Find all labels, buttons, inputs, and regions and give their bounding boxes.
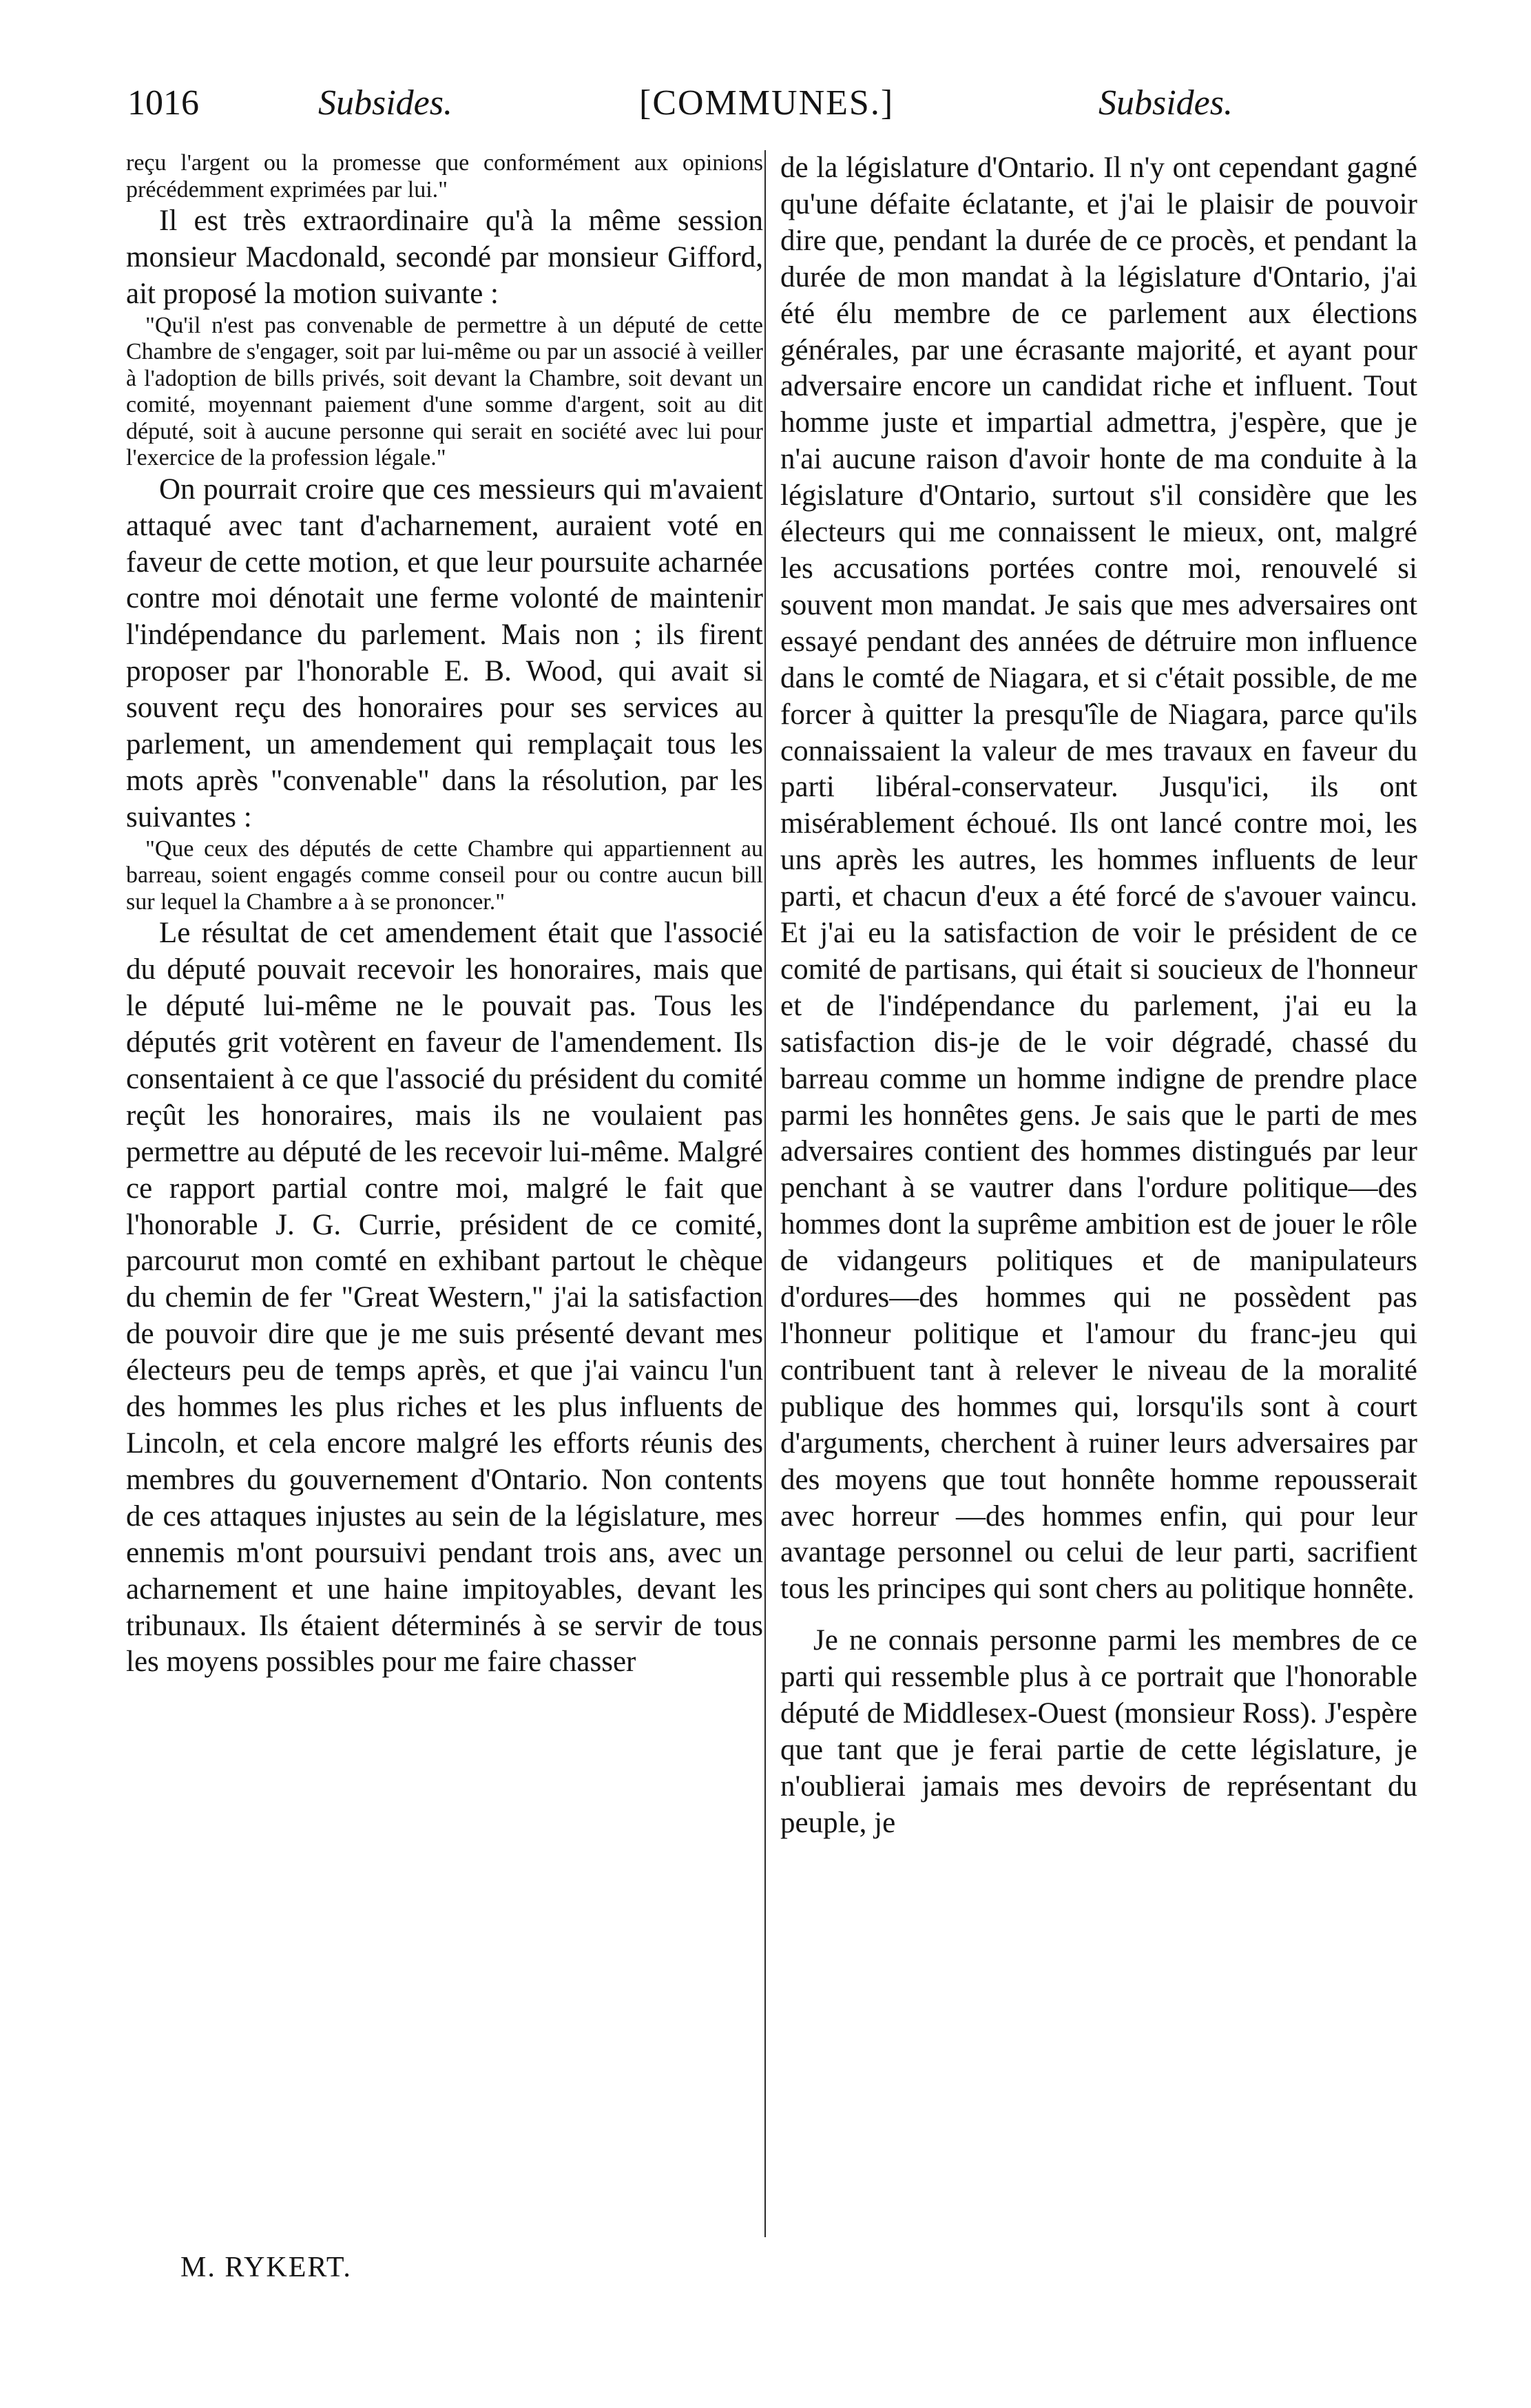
paragraph: de la législature d'Ontario. Il n'y ont cependant gagné qu'une défaite éclatante, et j'ai le plaisir de pouvoir dire que, pendant la durée de ce procès, et pendant la durée de mon mandat à la législature d'Ontario, j'ai été élu membre de ce parlement aux élections générales, par une écrasante majorité, et ayant pour adversaire encore un candidat riche et influent. Tout homme juste et impartial admettra, j'espère, que je n'ai aucune raison d'avoir honte de ma conduite à la législature d'Ontario, surtout s'il considère que les électeurs qui me connaissent le mieux, ont, malgré les accusations portées contre moi, renouvelé si souvent mon mandat. Je sais que mes adversaires ont essayé pendant des années de détruire mon influence dans le comté de Niagara, et si c'était possible, de me forcer à quitter la presqu'île de Niagara, parce qu'ils connaissaient la valeur de mes travaux en faveur du parti libéral-conservateur. Jusqu'ici, ils ont misérablement échoué. Ils ont lancé contre moi, les uns après les autres, les hommes influents de leur parti, et chacun d'eux a été forcé de s'avouer vaincu. Et j'ai eu la satisfaction de voir le président de ce comité de partisans, qui était si soucieux de l'honneur et de l'indépendance du parlement, j'ai eu la satisfaction dis-je de le voir dégradé, chassé du barreau comme un homme indigne de prendre place parmi les honnêtes gens. Je sais que le parti de mes adversaires contient des hommes distingués par leur penchant à se vautrer dans l'ordure politique—des hommes dont la suprême ambition est de jouer le rôle de vidangeurs politiques et de manipulateurs d'ordures—des hommes qui ne possèdent pas l'honneur politique et l'amour du franc-jeu qui contribuent tant à relever le niveau de la moralité publique des hommes qui, lorsqu'ils sont à court d'arguments, cherchent à ruiner leurs adversaires par des moyens que tout honnête homme repousserait avec horreur —des hommes enfin, qui pour leur avantage personnel ou celui de leur parti, sacrifient tous les principes qui sont chers au politique honnête. [780, 152, 1417, 1606]
running-header [0, 81, 1531, 129]
column-divider [764, 150, 766, 2237]
header-center-title: [COMMUNES.] [639, 83, 895, 123]
header-left-title: Subsides. [318, 83, 452, 123]
paragraph: On pourrait croire que ces messieurs qui m'avaient attaqué avec tant d'acharnement, auraient voté en faveur de cette motion, et que leur poursuite acharnée contre moi dénotait une ferme volonté de maintenir l'indépendance du parlement. Mais non ; ils firent proposer par l'honorable E. B. Wood, qui avait si souvent reçu des honoraires pour ses services au parlement, un amendement qui remplaçait tous les mots après "convenable" dans la résolution, par les suivantes : [126, 473, 763, 833]
paragraph: Je ne connais personne parmi les membres de ce parti qui ressemble plus à ce portrait que l'honorable député de Middlesex-Ouest (monsieur Ross). J'espère que tant que je ferai partie de cette législature, je n'oublierai jamais mes devoirs de représentant du peuple, je [780, 1624, 1417, 1839]
header-right-title: Subsides. [1098, 83, 1233, 123]
right-column [780, 150, 1417, 1842]
speaker-signature: M. RYKERT. [180, 2252, 352, 2283]
block-quote-motion: "Qu'il n'est pas convenable de permettre à un député de cette Chambre de s'engager, soit par lui-même ou par un associé à veiller à l'adoption de bills privés, soit devant la Chambre, soit devant un comité, moyennant paiement d'une somme d'argent, soit au dit député, soit à aucune personne qui serait en société avec lui pour l'exercice de la profession légale." [126, 312, 763, 471]
paragraph: Le résultat de cet amendement était que l'associé du député pouvait recevoir les honoraires, mais que le député lui-même ne le pouvait pas. Tous les députés grit votèrent en faveur de l'amendement. Ils consentaient à ce que l'associé du président du comité reçût les honoraires, mais ils ne voulaient pas permettre au député de les recevoir lui-même. Malgré ce rapport partial contre moi, malgré le fait que l'honorable J. G. Currie, président de ce comité, parcourut mon comté en exhibant partout le chèque du chemin de fer "Great Western," j'ai la satisfaction de pouvoir dire que je me suis présenté devant mes électeurs peu de temps après, et que j'ai vaincu l'un des hommes les plus riches et les plus influents de Lincoln, et cela encore malgré les efforts réunis des membres du gouvernement d'Ontario. Non contents de ces attaques injustes au sein de la législature, mes ennemis m'ont poursuivi pendant trois ans, avec un acharnement et une haine impitoyables, devant les tribunaux. Ils étaient déterminés à se servir de tous les moyens possibles pour me faire chasser [126, 917, 763, 1679]
paragraph: Il est très extraordinaire qu'à la même session monsieur Macdonald, secondé par monsieur Gifford, ait proposé la motion suivante : [126, 205, 763, 310]
left-column [126, 150, 763, 1681]
page-number: 1016 [127, 83, 199, 123]
quote-continuation: reçu l'argent ou la promesse que conformément aux opinions précédemment exprimées par lui." [126, 150, 763, 203]
block-quote-amendment: "Que ceux des députés de cette Chambre qui appartiennent au barreau, soient engagés comme conseil pour ou contre aucun bill sur lequel la Chambre a à se prononcer." [126, 835, 763, 915]
